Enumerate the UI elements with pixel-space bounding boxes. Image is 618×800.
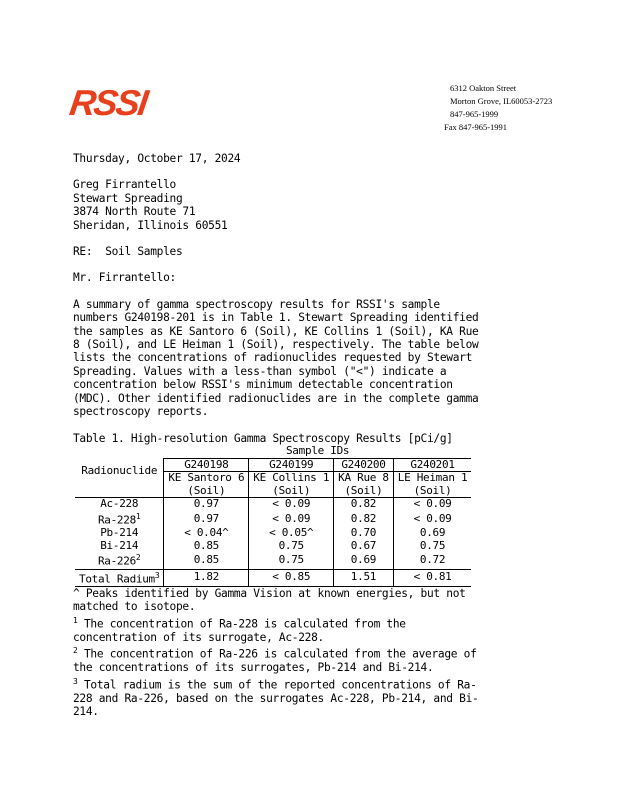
caret-note: matched to isotope. <box>73 600 196 614</box>
sample-id: G240198 <box>164 458 249 472</box>
re-text: Soil Samples <box>105 245 183 259</box>
footnote-number: 1 <box>73 615 78 625</box>
footnote-text: concentration of its surrogate, Ac-228. <box>73 630 324 644</box>
value-cell: < 0.85 <box>249 569 334 586</box>
nuclide-name <box>75 552 164 569</box>
body-line: lists the concentrations of radionuclides requested by Stewart <box>73 351 472 365</box>
sample-name: KE Collins 1 <box>253 471 330 485</box>
sample-name: LE Heiman 1 <box>397 471 468 485</box>
body-line: concentration below RSSI's minimum detectable concentration <box>73 378 453 392</box>
letter-date: Thursday, October 17, 2024 <box>73 152 241 165</box>
sample-id: G240201 <box>393 458 471 472</box>
footnote-2 <box>73 644 553 661</box>
value-cell: 0.75 <box>393 540 471 553</box>
value-cell: 0.75 <box>249 552 334 569</box>
sample-ids-header: Sample IDs <box>164 445 471 458</box>
value-cell: 0.67 <box>334 540 394 553</box>
sample-type: (Soil) <box>272 483 311 497</box>
sample-name-cell <box>249 472 334 498</box>
sample-name: KE Santoro 6 <box>168 471 245 485</box>
nuclide-name <box>75 511 164 527</box>
sample-id: G240199 <box>249 458 334 472</box>
body-line: numbers G240198-201 is in Table 1. Stewart Spreading identified <box>73 311 479 325</box>
recipient-company: Stewart Spreading <box>73 191 183 205</box>
address-city: Morton Grove, IL60053-2723 <box>450 96 553 106</box>
nuclide-label: Ra-228 <box>97 513 136 527</box>
value-cell: 0.85 <box>164 552 249 569</box>
salutation: Mr. Firrantello: <box>73 271 176 285</box>
sample-name-cell <box>334 472 394 498</box>
value-cell: < 0.05^ <box>249 527 334 540</box>
value-cell: 0.70 <box>334 527 394 540</box>
value-cell: 0.97 <box>164 498 249 511</box>
nuclide-label: Total Radium <box>79 572 155 586</box>
address-street: 6312 Oakton Street <box>450 83 517 93</box>
table-row <box>75 552 471 569</box>
value-cell: < 0.04^ <box>164 527 249 540</box>
recipient-name: Greg Firrantello <box>73 178 176 192</box>
nuclide-label: Bi-214 <box>100 538 139 552</box>
footnote-1 <box>73 614 553 631</box>
results-table <box>75 445 471 587</box>
table-row <box>75 498 471 511</box>
value-cell: 0.69 <box>334 552 394 569</box>
sample-type: (Soil) <box>187 483 226 497</box>
value-cell: < 0.09 <box>393 498 471 511</box>
sample-name-cell <box>164 472 249 498</box>
rssi-logo: RSSI <box>67 82 149 123</box>
recipient-street: 3874 North Route 71 <box>73 205 196 219</box>
sample-name: KA Rue 8 <box>338 471 389 485</box>
subject-line <box>73 245 553 258</box>
total-row <box>75 569 471 586</box>
footnote-ref: 2 <box>135 553 141 563</box>
radionuclide-header: Radionuclide <box>81 463 158 477</box>
footnote-3 <box>73 675 553 692</box>
value-cell: 0.85 <box>164 540 249 553</box>
value-cell: 0.82 <box>334 511 394 527</box>
nuclide-name <box>75 569 164 586</box>
table-caption: Table 1. High-resolution Gamma Spectroscopy Results [pCi/g] <box>73 431 453 445</box>
footnote-text: The concentration of Ra-226 is calculated from the average of <box>83 647 477 661</box>
table-row <box>75 511 471 527</box>
re-label: RE: <box>73 245 93 259</box>
footnote-ref: 1 <box>135 511 141 521</box>
value-cell: < 0.09 <box>249 511 334 527</box>
footnote-text: 228 and Ra-226, based on the surrogates Ac-228, Pb-214, and Bi- <box>73 691 479 705</box>
address-fax: Fax 847-965-1991 <box>444 122 508 132</box>
footnote-text: Total radium is the sum of the reported concentrations of Ra- <box>83 678 477 692</box>
summary-paragraph <box>73 298 553 419</box>
body-line: spectroscopy reports. <box>73 405 209 419</box>
letter-body <box>73 152 553 719</box>
company-address <box>444 82 553 134</box>
recipient-city: Sheridan, Illinois 60551 <box>73 218 228 232</box>
footnote-text: The concentration of Ra-228 is calculated from the <box>83 617 406 631</box>
nuclide-name <box>75 498 164 511</box>
body-line: A summary of gamma spectroscopy results for RSSI's sample <box>73 297 440 311</box>
footnote-number: 3 <box>73 676 78 686</box>
value-cell: < 0.81 <box>393 569 471 586</box>
sample-id: G240200 <box>334 458 394 472</box>
value-cell: 1.51 <box>334 569 394 586</box>
nuclide-name <box>75 540 164 553</box>
value-cell: 0.69 <box>393 527 471 540</box>
nuclide-label: Ra-226 <box>97 554 136 568</box>
body-line: (MDC). Other identified radionuclides are in the complete gamma <box>73 391 479 405</box>
nuclide-label: Pb-214 <box>100 526 139 540</box>
nuclide-label: Ac-228 <box>100 497 139 511</box>
sample-type: (Soil) <box>344 483 383 497</box>
footnote-number: 2 <box>73 646 78 656</box>
table-row <box>75 540 471 553</box>
value-cell: 0.72 <box>393 552 471 569</box>
footnote-text: 214. <box>73 705 99 719</box>
value-cell: < 0.09 <box>249 498 334 511</box>
body-line: Spreading. Values with a less-than symbol ("<") indicate a <box>73 364 447 378</box>
caret-note: ^ Peaks identified by Gamma Vision at known energies, but not <box>73 586 466 600</box>
footnotes <box>73 587 553 719</box>
footnote-text: the concentrations of its surrogates, Pb-214 and Bi-214. <box>73 661 434 675</box>
body-line: 8 (Soil), and LE Heiman 1 (Soil), respectively. The table below <box>73 338 479 352</box>
footnote-ref: 3 <box>154 570 160 580</box>
sample-type: (Soil) <box>413 483 452 497</box>
value-cell: 1.82 <box>164 569 249 586</box>
value-cell: 0.97 <box>164 511 249 527</box>
value-cell: 0.75 <box>249 540 334 553</box>
value-cell: 0.82 <box>334 498 394 511</box>
value-cell: < 0.09 <box>393 511 471 527</box>
sample-name-cell <box>393 472 471 498</box>
address-phone: 847-965-1999 <box>450 109 499 119</box>
body-line: the samples as KE Santoro 6 (Soil), KE Collins 1 (Soil), KA Rue <box>73 324 479 338</box>
